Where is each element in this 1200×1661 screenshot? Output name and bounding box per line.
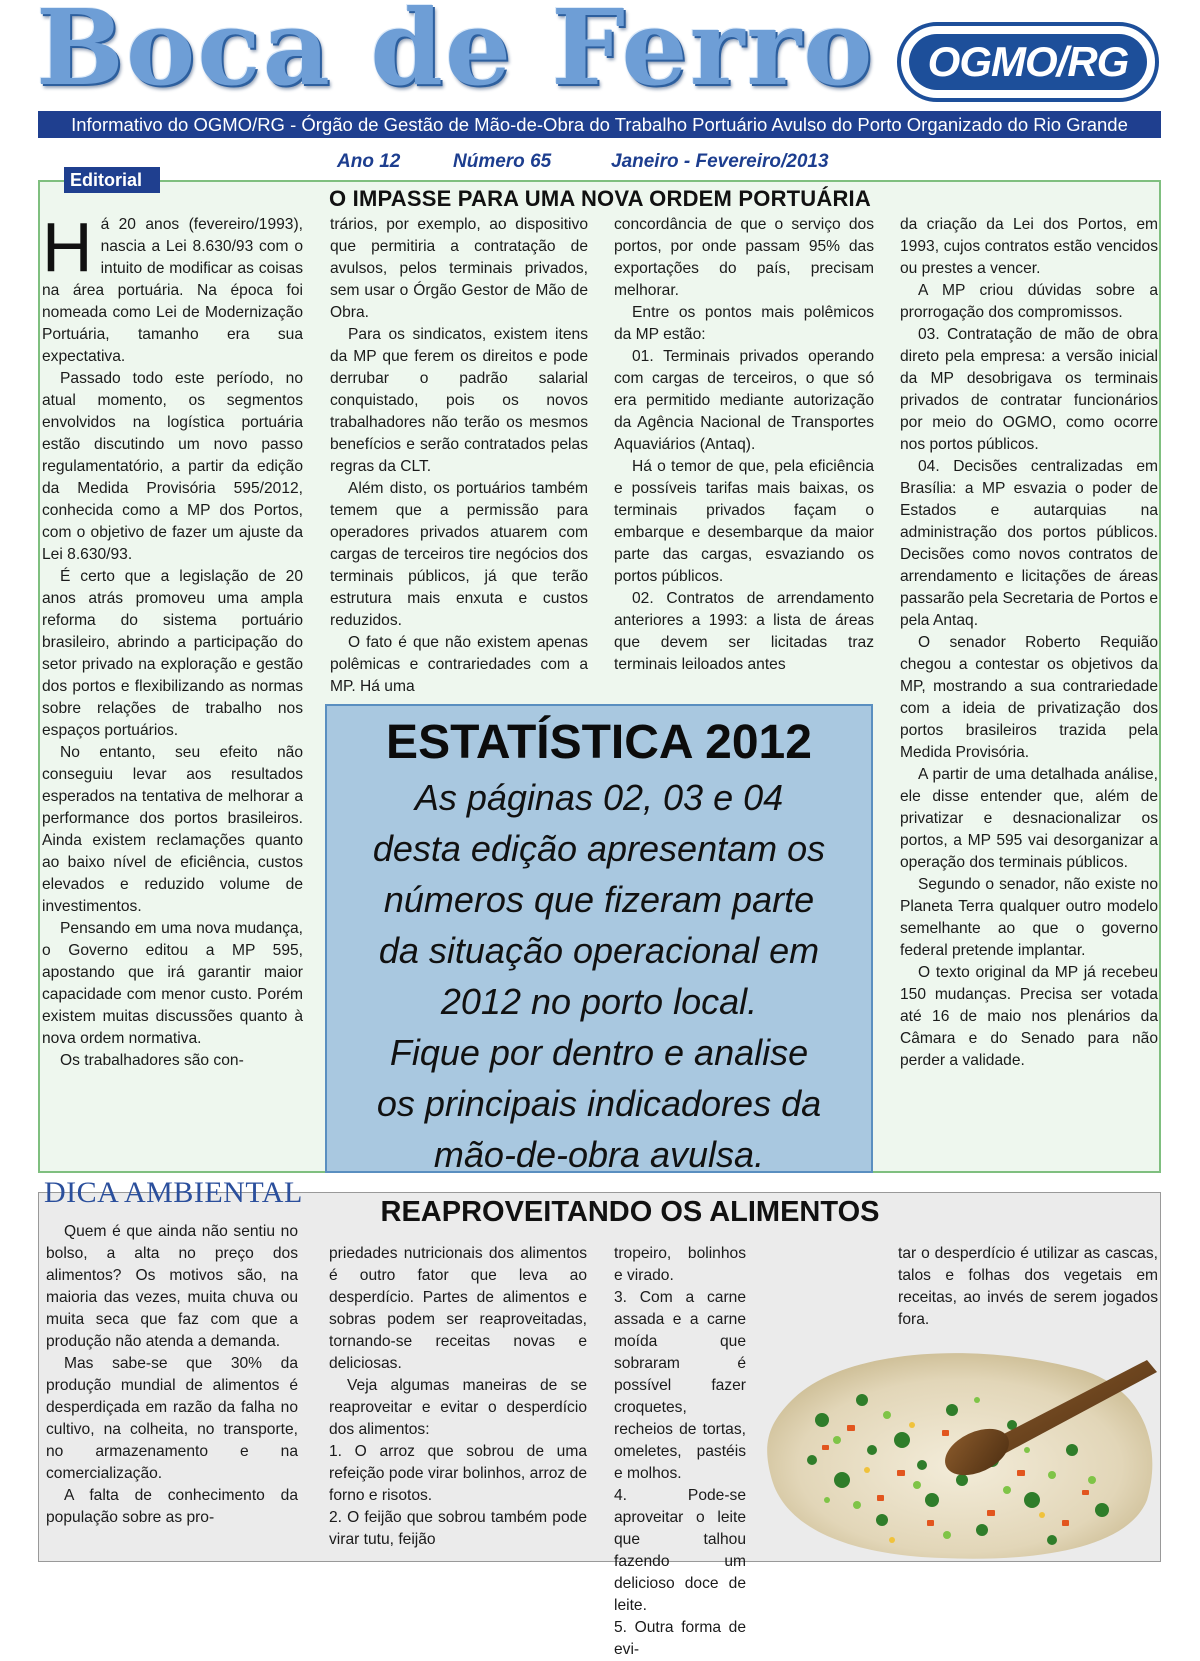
issue-year: Ano 12 (337, 151, 401, 172)
promo-line: 2012 no porto local. (440, 981, 758, 1022)
paragraph: 4. Pode-se aproveitar o leite que talhou fazendo um delicioso doce de leite. (614, 1487, 746, 1614)
editorial-dropcap: H (42, 208, 93, 286)
paragraph: O fato é que não existem apenas polêmicas e contrariedades com a MP. Há uma (330, 634, 588, 695)
paragraph: Os trabalhadores são con- (60, 1052, 244, 1069)
editorial-column-4 (900, 214, 1158, 1166)
paragraph: 3. Com a carne assada e a carne moída que sobraram é possível fazer croquetes, recheios de tortas, omeletes, pastéis e molhos. (614, 1289, 746, 1482)
paragraph: Há o temor de que, pela eficiência e possíveis tarifas mais baixas, os terminais privados façam o embarque e desembarque da maior parte das cargas, esvaziando os portos públicos. (614, 458, 874, 585)
promo-line: números que fizeram parte (383, 879, 815, 920)
dica-column-3 (614, 1243, 746, 1658)
paragraph: 5. Outra forma de evi- (614, 1619, 746, 1658)
paragraph: 04. Decisões centralizadas em Brasília: a MP esvazia o poder de Estados e autarquias na administração dos portos públicos. Decisões como novos contratos de arrendamento e licitações de áreas passarão pela Secretaria de Portos e pela Antaq. (900, 458, 1158, 629)
paragraph: O texto original da MP já recebeu 150 mudanças. Precisa ser votada até 16 de maio nos plenários da Câmara e do Senado para não perder a validade. (900, 964, 1158, 1069)
editorial-column-2 (330, 214, 588, 700)
paragraph: concordância de que o serviço dos portos, por onde passam 95% das exportações do país, precisam melhorar. (614, 216, 874, 299)
food-photo (752, 1330, 1162, 1562)
paragraph: Além disto, os portuários também temem que a permissão para operadores privados atuarem com cargas de terceiros tire negócios dos terminais públicos, já que terão estrutura mais enxuta e custos reduzidos. (330, 480, 588, 629)
promo-line: da situação operacional em (378, 930, 820, 971)
paragraph: A falta de conhecimento da população sobre as pro- (46, 1487, 298, 1526)
paragraph: tropeiro, bolinhos e virado. (614, 1245, 746, 1284)
promo-line: As páginas 02, 03 e 04 (414, 777, 784, 818)
statistics-promo-box (325, 704, 873, 1173)
paragraph: A MP criou dúvidas sobre a prorrogação dos compromissos. (900, 282, 1158, 321)
promo-line: os principais indicadores da (376, 1083, 822, 1124)
dica-column-4 (898, 1243, 1158, 1333)
paragraph: á 20 anos (fevereiro/1993), nascia a Lei 8.630/93 com o intuito de modificar as coisas na área portuária. Na época foi nomeada como Lei de Modernização Portuária, tamanho era sua expectativa. (42, 216, 303, 365)
paragraph: O senador Roberto Requião chegou a contestar os objetivos da MP, mostrando a sua contrariedade com a ideia de privatização dos portos brasileiros trazida pela Medida Provisória. (900, 634, 1158, 761)
paragraph: 03. Contratação de mão de obra direto pela empresa: a versão inicial da MP desobrigava os terminais privados de contratar funcionários por meio do OGMO, como ocorre nos portos públicos. (900, 326, 1158, 453)
editorial-column-3 (614, 214, 874, 700)
paragraph: priedades nutricionais dos alimentos é outro fator que leva ao desperdício. Partes de alimentos e sobras podem ser reaproveitadas, tornando-se receitas novas e deliciosas. (329, 1245, 587, 1372)
promo-body (327, 772, 871, 1180)
issue-date: Janeiro - Fevereiro/2013 (611, 151, 829, 172)
paragraph: 02. Contratos de arrendamento anteriores a 1993: a lista de áreas que devem ser licitadas traz terminais leiloados antes (614, 590, 874, 673)
promo-line: desta edição apresentam os (372, 828, 826, 869)
editorial-column-1 (42, 208, 303, 1166)
promo-line: Fique por dentro e analise (389, 1032, 809, 1073)
promo-line: mão-de-obra avulsa. (433, 1134, 765, 1175)
paragraph: Segundo o senador, não existe no Planeta Terra qualquer outro modelo semelhante ao que o governo federal pretende implantar. (900, 876, 1158, 959)
paragraph: 01. Terminais privados operando com cargas de terceiros, o que só era permitido mediante autorização da Agência Nacional de Transportes Aquaviários (Antaq). (614, 348, 874, 453)
paragraph: Quem é que ainda não sentiu no bolso, a alta no preço dos alimentos? Os motivos são, na maioria das vezes, muita chuva ou muita seca que faz com que a produção não atenda a demanda. (46, 1223, 298, 1350)
editorial-tag: Editorial (64, 167, 160, 193)
paragraph: Passado todo este período, no atual momento, os segmentos envolvidos na logística portuária estão discutindo um novo passo regulamentatório, a partir da edição da Medida Provisória 595/2012, conhecida como a MP dos Portos, com o objetivo de fazer um ajuste da Lei 8.630/93. (42, 370, 303, 563)
paragraph: 2. O feijão que sobrou também pode virar tutu, feijão (329, 1509, 587, 1548)
dica-tag: DICA AMBIENTAL (44, 1176, 303, 1209)
paragraph: trários, por exemplo, ao dispositivo que permitiria a contratação de avulsos, pelos terminais privados, sem usar o Órgão Gestor de Mão de Obra. (330, 216, 588, 321)
ogmo-logo (897, 22, 1159, 102)
issue-info (300, 150, 900, 174)
paragraph: No entanto, seu efeito não conseguiu levar aos resultados esperados na tentativa de melhorar a performance dos portos brasileiros. Ainda existem reclamações quanto ao baixo nível de eficiência, custos elevados e reduzido volume de investimentos. (42, 744, 303, 915)
paragraph: Entre os pontos mais polêmicos da MP estão: (614, 304, 874, 343)
paragraph: Veja algumas maneiras de se reaproveitar e evitar o desperdício dos alimentos: (329, 1377, 587, 1438)
issue-number: Número 65 (453, 151, 552, 172)
dica-column-2 (329, 1243, 587, 1559)
masthead-title: Boca de Ferro (36, 0, 875, 109)
ogmo-logo-text: OGMO/RG (909, 34, 1147, 90)
masthead-tagline: Informativo do OGMO/RG - Órgão de Gestão de Mão-de-Obra do Trabalho Portuário Avulso do Porto Organizado do Rio Grande (38, 111, 1161, 138)
dica-column-1 (46, 1221, 298, 1559)
editorial-headline: O IMPASSE PARA UMA NOVA ORDEM PORTUÁRIA (329, 186, 871, 211)
paragraph: 1. O arroz que sobrou de uma refeição pode virar bolinhos, arroz de forno e risotos. (329, 1443, 587, 1504)
paragraph: da criação da Lei dos Portos, em 1993, cujos contratos estão vencidos ou prestes a vencer. (900, 216, 1158, 277)
dica-headline: REAPROVEITANDO OS ALIMENTOS (380, 1196, 880, 1228)
paragraph: A partir de uma detalhada análise, ele disse entender que, além de privatizar e desnacionalizar os portos, a MP 595 vai desorganizar a operação dos terminais públicos. (900, 766, 1158, 871)
promo-title: ESTATÍSTICA 2012 (386, 716, 812, 769)
paragraph: Mas sabe-se que 30% da produção mundial de alimentos é desperdiçada em razão da falha no cultivo, na colheita, no transporte, no armazenamento e na comercialização. (46, 1355, 298, 1482)
paragraph: É certo que a legislação de 20 anos atrás promoveu uma ampla reforma do sistema portuário brasileiro, abrindo a participação do setor privado na exploração e gestão dos portos e flexibilizando as normas sobre relações de trabalho nos espaços portuários. (42, 568, 303, 739)
paragraph: Pensando em uma nova mudança, o Governo editou a MP 595, apostando que irá garantir maior capacidade com menor custo. Porém existem muitas discussões quanto à nova ordem normativa. (42, 920, 303, 1047)
paragraph: Para os sindicatos, existem itens da MP que ferem os direitos e pode derrubar o padrão salarial conquistado, pois os novos trabalhadores não terão os mesmos benefícios e serão contratados pelas regras da CLT. (330, 326, 588, 475)
paragraph: tar o desperdício é utilizar as cascas, talos e folhas dos vegetais em receitas, ao invés de serem jogados fora. (898, 1245, 1158, 1328)
